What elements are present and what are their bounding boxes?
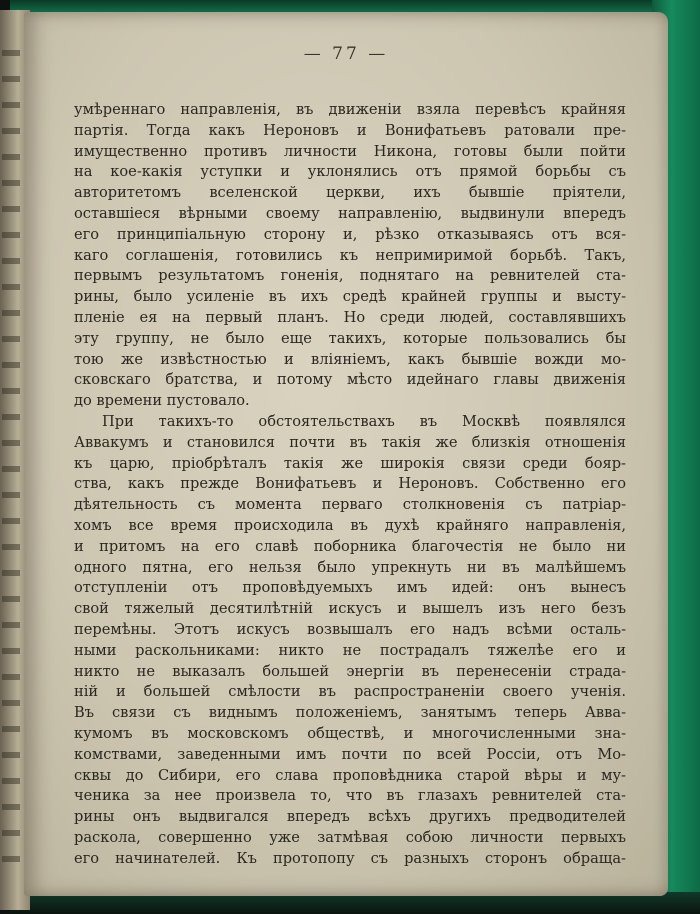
text-line: кумомъ въ московскомъ обществѣ, и многочисленными зна- xyxy=(74,724,626,742)
text-line: рины онъ выдвигался впередъ всѣхъ другихъ предводителей xyxy=(74,808,626,826)
text-line: партія. Тогда какъ Нероновъ и Вонифатьевъ ратовали пре- xyxy=(74,121,626,139)
text-line: отступленіи отъ проповѣдуемыхъ имъ идей: онъ вынесъ xyxy=(74,579,626,597)
text-line: ній и большей смѣлости въ распространеніи своего ученія. xyxy=(74,683,626,701)
paragraph-1 xyxy=(74,100,626,412)
text-line: ченика за нее произвела то, что въ глазахъ ревнителей ста- xyxy=(74,787,626,805)
book-page xyxy=(24,12,668,896)
text-line: сковскаго братства, и потому мѣсто идейнаго главы движенія xyxy=(74,371,626,389)
text-line: комствами, заведенными имъ почти по всей Россіи, отъ Мо- xyxy=(74,745,626,763)
text-line: хомъ все время происходила въ духѣ крайняго направленія, xyxy=(74,516,626,534)
text-line: до времени пустовало. xyxy=(74,392,250,410)
text-line: ства, какъ прежде Вонифатьевъ и Нероновъ. Собственно его xyxy=(74,475,626,493)
text-line: имущественно противъ личности Никона, готовы были пойти xyxy=(74,142,626,160)
text-line: рины, было усиленіе въ ихъ средѣ крайней группы и высту- xyxy=(74,288,626,306)
text-line: оставшіеся вѣрными своему направленію, выдвинули впередъ xyxy=(74,204,626,222)
text-line: ными раскольниками: никто не пострадалъ тяжелѣе его и xyxy=(74,641,626,659)
text-line: свой тяжелый десятилѣтній искусъ и вышелъ изъ него безъ xyxy=(74,600,626,618)
text-line: никто не выказалъ большей энергіи въ перенесеніи страда- xyxy=(74,662,626,680)
paragraph-2 xyxy=(74,412,626,870)
text-line: на кое-какія уступки и уклонялись отъ прямой борьбы съ xyxy=(74,163,626,181)
text-line: и притомъ на его славѣ поборника благочестія не было ни xyxy=(74,537,626,555)
text-line: эту группу, не было еще такихъ, которые пользовались бы xyxy=(74,329,626,347)
text-line: пленіе ея на первый планъ. Но среди людей, составлявшихъ xyxy=(74,308,626,326)
text-line: одного пятна, его нельзя было упрекнуть ни въ малѣйшемъ xyxy=(74,558,626,576)
page-text xyxy=(74,100,626,869)
text-line: авторитетомъ вселенской церкви, ихъ бывшіе пріятели, xyxy=(74,184,626,202)
text-line: дѣятельность съ момента перваго столкновенія съ патріар- xyxy=(74,496,626,514)
text-line: къ царю, пріобрѣталъ такія же широкія связи среди бояр- xyxy=(74,454,626,472)
page-number: — 77 — xyxy=(303,44,389,64)
text-line: каго соглашенія, готовились къ непримиримой борьбѣ. Такъ, xyxy=(74,246,626,264)
text-line: раскола, совершенно уже затмѣвая собою личности первыхъ xyxy=(74,828,626,846)
text-line: сквы до Сибири, его слава проповѣдника старой вѣры и му- xyxy=(74,766,626,784)
previous-page-text-ghost xyxy=(2,50,20,870)
text-line: умѣреннаго направленія, въ движеніи взяла перевѣсъ крайняя xyxy=(74,101,626,118)
text-line: тою же извѣстностью и вліяніемъ, какъ бывшіе вожди мо- xyxy=(74,350,626,368)
text-line: Въ связи съ виднымъ положеніемъ, занятымъ теперь Авва- xyxy=(74,704,626,722)
text-line: его принципіальную сторону и, рѣзко отказываясь отъ вся- xyxy=(74,225,626,243)
text-line: При такихъ-то обстоятельствахъ въ Москвѣ появлялся xyxy=(102,412,626,430)
text-line: перемѣны. Этотъ искусъ возвышалъ его надъ всѣми осталь- xyxy=(74,620,626,638)
text-line: первымъ результатомъ гоненія, поднятаго на ревнителей ста- xyxy=(74,267,626,285)
text-line: его начинателей. Къ протопопу съ разныхъ сторонъ обраща- xyxy=(74,849,626,867)
text-line: Аввакумъ и становился почти въ такія же близкія отношенія xyxy=(74,433,626,451)
